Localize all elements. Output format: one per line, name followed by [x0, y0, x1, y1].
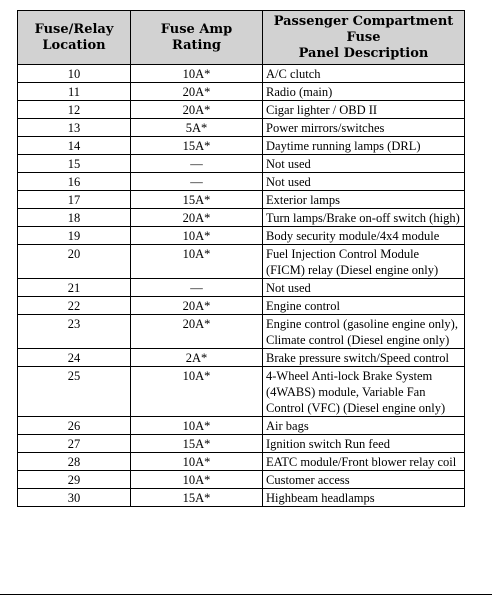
fuse-description-cell: Highbeam headlamps [263, 489, 465, 507]
table-row [18, 349, 465, 367]
fuse-description-cell: Ignition switch Run feed [263, 435, 465, 453]
fuse-description-cell: Brake pressure switch/Speed control [263, 349, 465, 367]
header-description-line-1: Passenger Compartment Fuse [273, 14, 454, 45]
fuse-location-cell: 25 [18, 367, 131, 417]
header-description [263, 11, 465, 65]
fuse-location-cell: 29 [18, 471, 131, 489]
fuse-amp-cell: 20A* [131, 315, 263, 349]
fuse-description-cell: Exterior lamps [263, 191, 465, 209]
fuse-amp-cell: — [131, 173, 263, 191]
fuse-description-cell: Customer access [263, 471, 465, 489]
page-divider [0, 594, 492, 595]
fuse-location-cell: 23 [18, 315, 131, 349]
table-row [18, 155, 465, 173]
fuse-location-cell: 10 [18, 65, 131, 83]
table-row [18, 367, 465, 417]
table-row [18, 101, 465, 119]
table-row [18, 119, 465, 137]
fuse-description-cell: A/C clutch [263, 65, 465, 83]
fuse-amp-cell: 10A* [131, 227, 263, 245]
table-row [18, 209, 465, 227]
header-row [18, 11, 465, 65]
table-row [18, 489, 465, 507]
fuse-table [17, 10, 465, 507]
fuse-location-cell: 18 [18, 209, 131, 227]
table-row [18, 471, 465, 489]
fuse-amp-cell: 10A* [131, 417, 263, 435]
fuse-location-cell: 27 [18, 435, 131, 453]
fuse-location-cell: 30 [18, 489, 131, 507]
fuse-description-cell: Daytime running lamps (DRL) [263, 137, 465, 155]
fuse-description-cell: Not used [263, 155, 465, 173]
fuse-amp-cell: 20A* [131, 83, 263, 101]
table-body [18, 65, 465, 507]
fuse-description-cell: Radio (main) [263, 83, 465, 101]
fuse-location-cell: 16 [18, 173, 131, 191]
fuse-location-cell: 26 [18, 417, 131, 435]
table-row [18, 137, 465, 155]
header-amp-line-2: Rating [171, 38, 221, 53]
fuse-description-cell: Engine control [263, 297, 465, 315]
table-row [18, 417, 465, 435]
fuse-location-cell: 20 [18, 245, 131, 279]
fuse-description-cell: Power mirrors/switches [263, 119, 465, 137]
fuse-amp-cell: 10A* [131, 367, 263, 417]
fuse-location-cell: 21 [18, 279, 131, 297]
fuse-amp-cell: 15A* [131, 137, 263, 155]
fuse-location-cell: 24 [18, 349, 131, 367]
fuse-amp-cell: 10A* [131, 65, 263, 83]
fuse-amp-cell: — [131, 155, 263, 173]
fuse-amp-cell: 20A* [131, 101, 263, 119]
header-amp-line-1: Fuse Amp [160, 22, 233, 37]
fuse-amp-cell: 15A* [131, 489, 263, 507]
fuse-location-cell: 19 [18, 227, 131, 245]
table-row [18, 297, 465, 315]
fuse-description-cell: 4-Wheel Anti-lock Brake System (4WABS) module, Variable Fan Control (VFC) (Diesel engine only) [263, 367, 465, 417]
fuse-amp-cell: — [131, 279, 263, 297]
fuse-location-cell: 15 [18, 155, 131, 173]
table-row [18, 245, 465, 279]
fuse-amp-cell: 20A* [131, 297, 263, 315]
fuse-amp-cell: 10A* [131, 245, 263, 279]
fuse-amp-cell: 10A* [131, 453, 263, 471]
header-amp [131, 11, 263, 65]
header-location-line-1: Fuse/Relay [34, 22, 114, 37]
fuse-description-cell: Air bags [263, 417, 465, 435]
fuse-location-cell: 28 [18, 453, 131, 471]
fuse-location-cell: 14 [18, 137, 131, 155]
table-row [18, 453, 465, 471]
table-row [18, 227, 465, 245]
fuse-location-cell: 12 [18, 101, 131, 119]
fuse-amp-cell: 20A* [131, 209, 263, 227]
fuse-description-cell: Not used [263, 279, 465, 297]
fuse-amp-cell: 15A* [131, 191, 263, 209]
fuse-amp-cell: 2A* [131, 349, 263, 367]
fuse-amp-cell: 10A* [131, 471, 263, 489]
fuse-location-cell: 13 [18, 119, 131, 137]
table-header [18, 11, 465, 65]
table-row [18, 279, 465, 297]
fuse-amp-cell: 5A* [131, 119, 263, 137]
fuse-location-cell: 11 [18, 83, 131, 101]
fuse-location-cell: 17 [18, 191, 131, 209]
header-location [18, 11, 131, 65]
fuse-location-cell: 22 [18, 297, 131, 315]
fuse-description-cell: Body security module/4x4 module [263, 227, 465, 245]
table-row [18, 83, 465, 101]
fuse-description-cell: Cigar lighter / OBD II [263, 101, 465, 119]
fuse-amp-cell: 15A* [131, 435, 263, 453]
table-row [18, 191, 465, 209]
fuse-description-cell: Turn lamps/Brake on-off switch (high) [263, 209, 465, 227]
fuse-description-cell: Fuel Injection Control Module (FICM) relay (Diesel engine only) [263, 245, 465, 279]
fuse-description-cell: Not used [263, 173, 465, 191]
table-row [18, 173, 465, 191]
table-row [18, 435, 465, 453]
table-row [18, 315, 465, 349]
header-description-line-2: Panel Description [298, 46, 429, 61]
header-location-line-2: Location [42, 38, 106, 53]
table-row [18, 65, 465, 83]
fuse-description-cell: Engine control (gasoline engine only), Climate control (Diesel engine only) [263, 315, 465, 349]
fuse-description-cell: EATC module/Front blower relay coil [263, 453, 465, 471]
